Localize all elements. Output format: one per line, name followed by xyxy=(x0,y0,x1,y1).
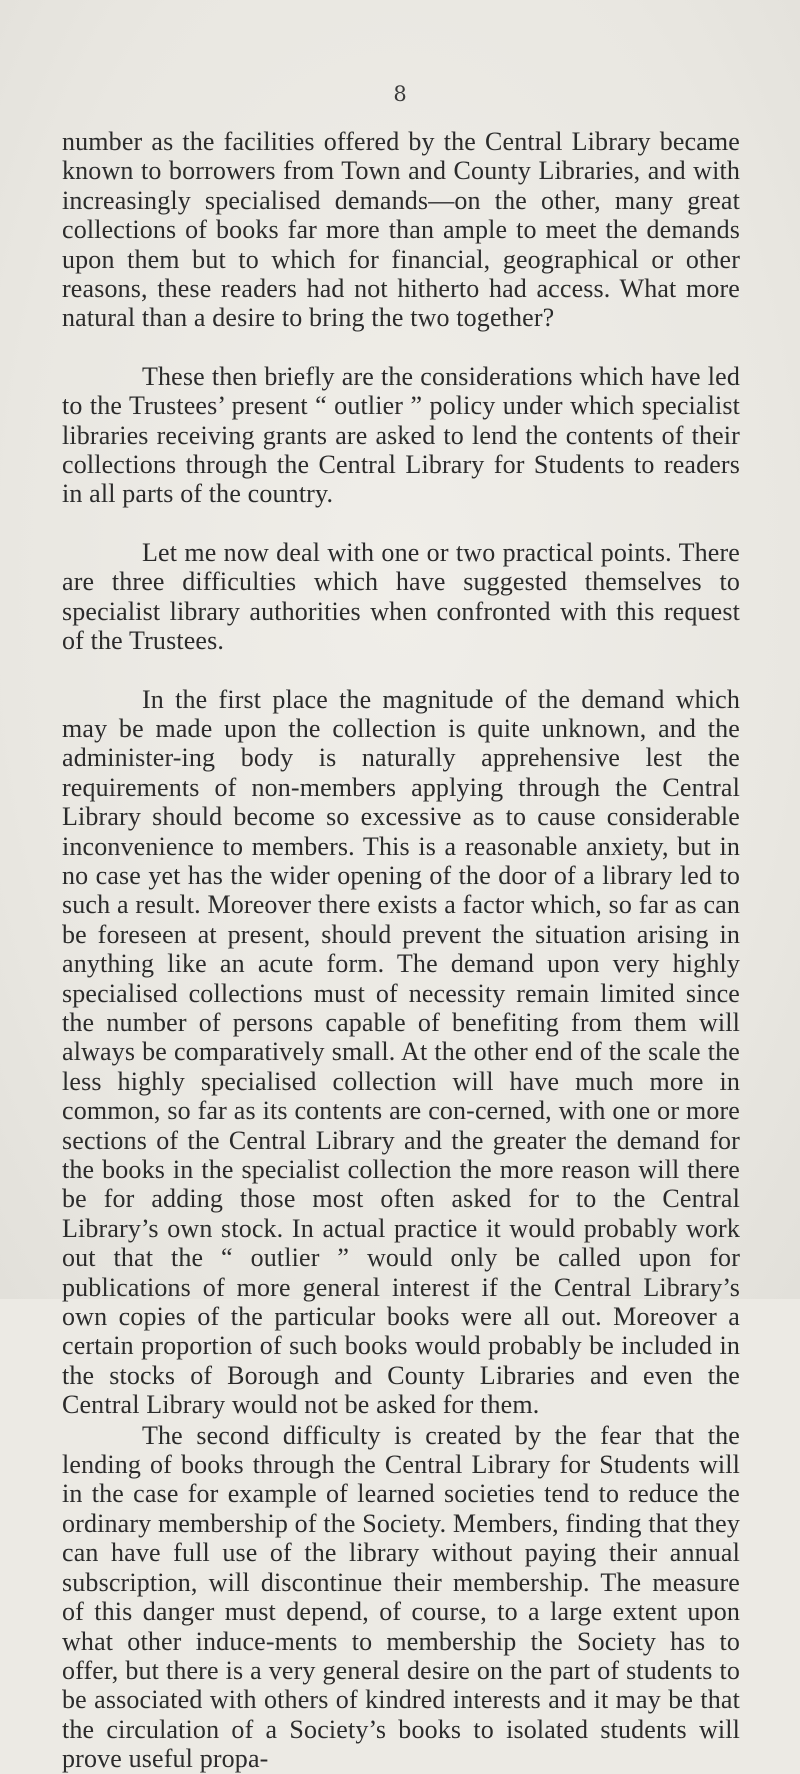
page-number: 8 xyxy=(393,82,407,106)
paragraph-practical-points: Let me now deal with one or two practical points. There are three difficulties which have suggested themselves to specialist library authorities when confronted with this request of the Trustees. xyxy=(62,537,740,656)
body-text xyxy=(62,127,740,1774)
paragraph-continuation: number as the facilities offered by the Central Library became known to borrowers from Town and County Libraries, and with increasingly specialised demands—on the other, many great collections of books far more than ample to meet the demands upon them but to which for financial, geographical or other reasons, these readers had not hitherto had access. What more natural than a desire to bring the two together? xyxy=(62,127,740,333)
paragraph-first-difficulty: In the first place the magnitude of the demand which may be made upon the collection is quite unknown, and the administer-ing body is naturally apprehensive lest the requirements of non-members applying through the Central Library should become so excessive as to cause considerable inconvenience to members. This is a reasonable anxiety, but in no case yet has the wider opening of the door of a library led to such a result. Moreover there exists a factor which, so far as can be foreseen at present, should prevent the situation arising in anything like an acute form. The demand upon very highly specialised collections must of necessity remain limited since the number of persons capable of benefiting from them will always be comparatively small. At the other end of the scale the less highly specialised collection will have much more in common, so far as its contents are con-cerned, with one or more sections of the Central Library and the greater the demand for the books in the specialist collection the more reason will there be for adding those most often asked for to the Central Library’s own stock. In actual practice it would probably work out that the “ outlier ” would only be called upon for publications of more general interest if the Central Library’s own copies of the particular books were all out. Moreover a certain proportion of such books would probably be included in the stocks of Borough and County Libraries and even the Central Library would not be asked for them. xyxy=(62,684,740,1420)
paragraph-considerations: These then briefly are the considerations which have led to the Trustees’ present “ outlier ” policy under which specialist libraries receiving grants are asked to lend the contents of their collections through the Central Library for Students to readers in all parts of the country. xyxy=(62,361,740,509)
paragraph-second-difficulty: The second difficulty is created by the fear that the lending of books through the Central Library for Students will in the case for example of learned societies tend to reduce the ordinary membership of the Society. Members, finding that they can have full use of the library without paying their annual subscription, will discontinue their membership. The measure of this danger must depend, of course, to a large extent upon what other induce-ments to membership the Society has to offer, but there is a very general desire on the part of students to be associated with others of kindred interests and it may be that the circulation of a Society’s books to isolated students will prove useful propa- xyxy=(62,1420,740,1774)
